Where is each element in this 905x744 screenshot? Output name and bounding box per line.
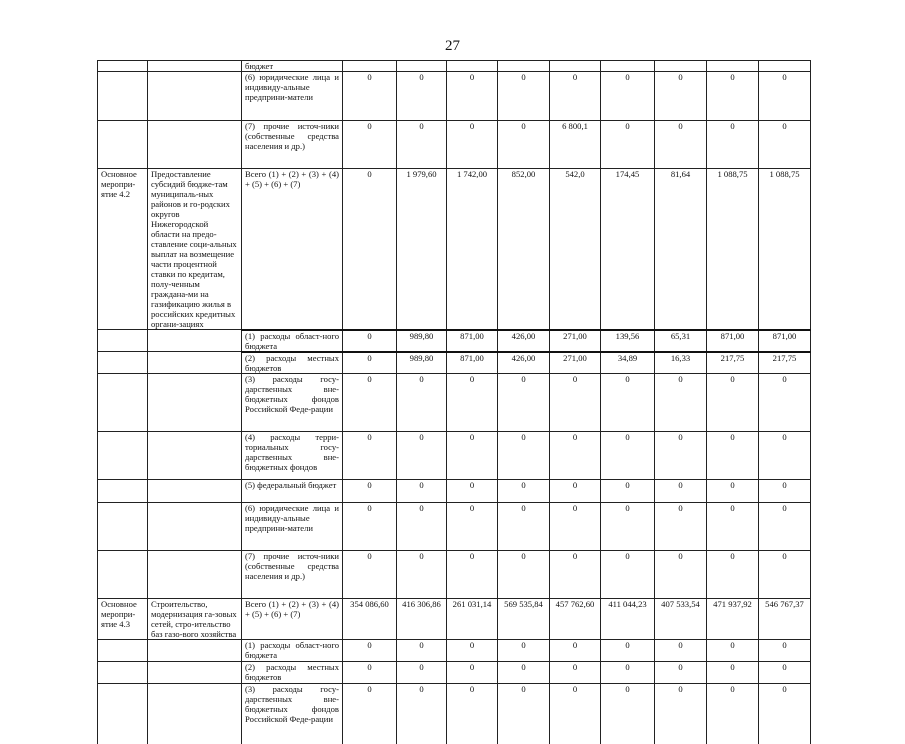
funding-source-cell: (7) прочие источ-ники (собственные средства населения и др.) <box>242 551 343 599</box>
value-cell: 0 <box>707 640 759 662</box>
value-cell: 989,80 <box>397 330 447 352</box>
funding-source-cell: Всего (1) + (2) + (3) + (4) + (5) + (6) + (7) <box>242 599 343 640</box>
value-cell <box>707 61 759 72</box>
funding-source-cell: (3) расходы госу-дарственных вне-бюджетных фондов Российской Феде-рации <box>242 684 343 744</box>
value-cell: 0 <box>655 432 707 480</box>
table-row <box>98 480 811 503</box>
value-cell <box>397 61 447 72</box>
value-cell: 0 <box>343 640 397 662</box>
value-cell: 0 <box>707 503 759 551</box>
value-cell: 0 <box>447 551 498 599</box>
value-cell: 0 <box>655 72 707 121</box>
value-cell: 0 <box>655 503 707 551</box>
value-cell: 0 <box>655 374 707 432</box>
table-row <box>98 61 811 72</box>
table-row <box>98 121 811 169</box>
table-row <box>98 599 811 640</box>
table-row <box>98 374 811 432</box>
value-cell: 0 <box>707 662 759 684</box>
activity-code-cell <box>98 551 148 599</box>
page-number: 27 <box>445 38 460 54</box>
value-cell: 0 <box>550 503 601 551</box>
activity-description-cell <box>148 374 242 432</box>
value-cell: 0 <box>759 432 811 480</box>
value-cell: 261 031,14 <box>447 599 498 640</box>
funding-source-cell: (6) юридические лица и индивиду-альные предприни-матели <box>242 72 343 121</box>
value-cell: 0 <box>707 480 759 503</box>
value-cell: 34,89 <box>601 352 655 374</box>
value-cell: 0 <box>601 480 655 503</box>
activity-description-cell <box>148 72 242 121</box>
activity-code-cell <box>98 61 148 72</box>
funding-source-cell: (1) расходы област-ного бюджета <box>242 640 343 662</box>
value-cell: 0 <box>343 352 397 374</box>
funding-source-cell: Всего (1) + (2) + (3) + (4) + (5) + (6) + (7) <box>242 169 343 330</box>
value-cell: 0 <box>655 684 707 744</box>
value-cell: 416 306,86 <box>397 599 447 640</box>
value-cell: 0 <box>707 121 759 169</box>
value-cell: 0 <box>447 684 498 744</box>
value-cell: 0 <box>397 480 447 503</box>
activity-description-cell <box>148 551 242 599</box>
value-cell: 0 <box>397 551 447 599</box>
activity-description-cell <box>148 684 242 744</box>
activity-code-cell <box>98 72 148 121</box>
value-cell: 0 <box>447 480 498 503</box>
value-cell: 0 <box>343 551 397 599</box>
value-cell: 0 <box>655 480 707 503</box>
value-cell: 871,00 <box>447 352 498 374</box>
value-cell: 0 <box>498 551 550 599</box>
value-cell: 0 <box>498 662 550 684</box>
funding-source-cell: (7) прочие источ-ники (собственные средства населения и др.) <box>242 121 343 169</box>
value-cell: 542,0 <box>550 169 601 330</box>
value-cell: 0 <box>397 72 447 121</box>
value-cell: 0 <box>707 374 759 432</box>
value-cell <box>655 61 707 72</box>
value-cell: 407 533,54 <box>655 599 707 640</box>
budget-table-body <box>98 61 811 744</box>
value-cell: 0 <box>601 503 655 551</box>
value-cell: 217,75 <box>707 352 759 374</box>
activity-description-cell <box>148 640 242 662</box>
value-cell: 0 <box>447 662 498 684</box>
value-cell: 271,00 <box>550 330 601 352</box>
value-cell: 0 <box>343 684 397 744</box>
value-cell: 0 <box>447 374 498 432</box>
table-row <box>98 551 811 599</box>
value-cell: 0 <box>397 374 447 432</box>
value-cell: 0 <box>498 374 550 432</box>
funding-source-cell: (3) расходы госу-дарственных вне-бюджетных фондов Российской Феде-рации <box>242 374 343 432</box>
activity-code-cell <box>98 480 148 503</box>
value-cell: 0 <box>397 640 447 662</box>
value-cell <box>343 61 397 72</box>
value-cell: 0 <box>601 640 655 662</box>
value-cell: 0 <box>655 551 707 599</box>
table-row <box>98 640 811 662</box>
value-cell: 354 086,60 <box>343 599 397 640</box>
funding-source-cell: (6) юридические лица и индивиду-альные предприни-матели <box>242 503 343 551</box>
value-cell: 0 <box>655 640 707 662</box>
value-cell: 81,64 <box>655 169 707 330</box>
value-cell: 1 088,75 <box>759 169 811 330</box>
value-cell: 852,00 <box>498 169 550 330</box>
table-row <box>98 684 811 744</box>
value-cell: 989,80 <box>397 352 447 374</box>
value-cell: 271,00 <box>550 352 601 374</box>
value-cell: 871,00 <box>447 330 498 352</box>
value-cell: 0 <box>343 330 397 352</box>
value-cell: 0 <box>343 72 397 121</box>
value-cell: 471 937,92 <box>707 599 759 640</box>
value-cell: 0 <box>447 640 498 662</box>
value-cell: 65,31 <box>655 330 707 352</box>
value-cell: 0 <box>343 480 397 503</box>
value-cell <box>498 61 550 72</box>
value-cell: 0 <box>498 432 550 480</box>
activity-code-cell <box>98 330 148 352</box>
activity-code-cell <box>98 432 148 480</box>
value-cell: 0 <box>601 684 655 744</box>
value-cell: 0 <box>550 480 601 503</box>
activity-code-cell: Основное меропри-ятие 4.2 <box>98 169 148 330</box>
value-cell: 0 <box>550 551 601 599</box>
activity-description-cell <box>148 503 242 551</box>
value-cell: 0 <box>601 72 655 121</box>
value-cell: 0 <box>550 684 601 744</box>
value-cell: 0 <box>759 640 811 662</box>
activity-code-cell <box>98 352 148 374</box>
activity-code-cell <box>98 640 148 662</box>
activity-code-cell: Основное меропри-ятие 4.3 <box>98 599 148 640</box>
value-cell: 457 762,60 <box>550 599 601 640</box>
value-cell: 0 <box>498 503 550 551</box>
value-cell: 1 979,60 <box>397 169 447 330</box>
activity-description-cell <box>148 330 242 352</box>
value-cell: 0 <box>759 684 811 744</box>
value-cell <box>447 61 498 72</box>
value-cell: 0 <box>397 432 447 480</box>
value-cell: 426,00 <box>498 330 550 352</box>
table-row <box>98 352 811 374</box>
funding-source-cell: бюджет <box>242 61 343 72</box>
activity-description-cell: Предоставление субсидий бюдже-там муниципаль-ных районов и го-родских округов Нижегородской области на предо-ставление соци-альных выплат на возмещение части процентной ставки по кредитам, полу-ченным граждана-ми на газификацию жилья в российских кредитных органи-зациях <box>148 169 242 330</box>
value-cell: 0 <box>447 503 498 551</box>
value-cell: 0 <box>707 432 759 480</box>
value-cell: 0 <box>707 551 759 599</box>
value-cell: 0 <box>707 684 759 744</box>
value-cell: 0 <box>550 432 601 480</box>
activity-description-cell <box>148 121 242 169</box>
value-cell: 0 <box>707 72 759 121</box>
funding-source-cell: (2) расходы местных бюджетов <box>242 662 343 684</box>
value-cell: 0 <box>447 121 498 169</box>
funding-source-cell: (2) расходы местных бюджетов <box>242 352 343 374</box>
value-cell: 0 <box>601 551 655 599</box>
value-cell: 0 <box>343 662 397 684</box>
value-cell: 0 <box>343 432 397 480</box>
value-cell: 0 <box>397 503 447 551</box>
value-cell: 0 <box>550 662 601 684</box>
value-cell: 0 <box>601 121 655 169</box>
activity-description-cell: Строительство, модернизация га-зовых сетей, стро-ительство баз газо-вого хозяйства <box>148 599 242 640</box>
table-row <box>98 72 811 121</box>
value-cell: 0 <box>550 640 601 662</box>
value-cell: 0 <box>498 72 550 121</box>
value-cell: 871,00 <box>707 330 759 352</box>
value-cell: 0 <box>397 684 447 744</box>
value-cell: 174,45 <box>601 169 655 330</box>
activity-code-cell <box>98 374 148 432</box>
budget-table <box>97 60 811 744</box>
value-cell: 0 <box>759 480 811 503</box>
table-row <box>98 662 811 684</box>
table-row <box>98 432 811 480</box>
value-cell <box>550 61 601 72</box>
activity-code-cell <box>98 121 148 169</box>
table-row <box>98 330 811 352</box>
value-cell: 217,75 <box>759 352 811 374</box>
activity-description-cell <box>148 432 242 480</box>
value-cell: 0 <box>759 551 811 599</box>
value-cell: 0 <box>498 121 550 169</box>
value-cell: 0 <box>343 121 397 169</box>
activity-description-cell <box>148 61 242 72</box>
value-cell: 0 <box>397 121 447 169</box>
activity-code-cell <box>98 503 148 551</box>
value-cell: 0 <box>759 662 811 684</box>
activity-description-cell <box>148 480 242 503</box>
funding-source-cell: (4) расходы терри-ториальных госу-дарственных вне-бюджетных фондов <box>242 432 343 480</box>
funding-source-cell: (1) расходы област-ного бюджета <box>242 330 343 352</box>
value-cell: 0 <box>601 374 655 432</box>
value-cell: 1 088,75 <box>707 169 759 330</box>
value-cell: 546 767,37 <box>759 599 811 640</box>
value-cell: 0 <box>655 121 707 169</box>
value-cell: 0 <box>601 432 655 480</box>
value-cell: 0 <box>343 169 397 330</box>
value-cell: 0 <box>550 72 601 121</box>
value-cell: 0 <box>447 432 498 480</box>
value-cell: 569 535,84 <box>498 599 550 640</box>
value-cell: 426,00 <box>498 352 550 374</box>
value-cell: 0 <box>601 662 655 684</box>
funding-source-cell: (5) федеральный бюджет <box>242 480 343 503</box>
activity-description-cell <box>148 662 242 684</box>
table-row <box>98 169 811 330</box>
table-row <box>98 503 811 551</box>
value-cell: 0 <box>397 662 447 684</box>
value-cell: 0 <box>498 480 550 503</box>
activity-code-cell <box>98 684 148 744</box>
value-cell: 0 <box>498 640 550 662</box>
value-cell: 1 742,00 <box>447 169 498 330</box>
value-cell: 0 <box>498 684 550 744</box>
value-cell: 871,00 <box>759 330 811 352</box>
value-cell: 0 <box>759 72 811 121</box>
value-cell <box>601 61 655 72</box>
value-cell: 16,33 <box>655 352 707 374</box>
value-cell: 0 <box>447 72 498 121</box>
value-cell: 139,56 <box>601 330 655 352</box>
activity-code-cell <box>98 662 148 684</box>
activity-description-cell <box>148 352 242 374</box>
value-cell: 0 <box>343 374 397 432</box>
value-cell: 0 <box>759 121 811 169</box>
value-cell: 411 044,23 <box>601 599 655 640</box>
value-cell: 0 <box>550 374 601 432</box>
value-cell: 0 <box>759 503 811 551</box>
value-cell: 0 <box>759 374 811 432</box>
value-cell: 0 <box>343 503 397 551</box>
value-cell: 0 <box>655 662 707 684</box>
value-cell <box>759 61 811 72</box>
value-cell: 6 800,1 <box>550 121 601 169</box>
